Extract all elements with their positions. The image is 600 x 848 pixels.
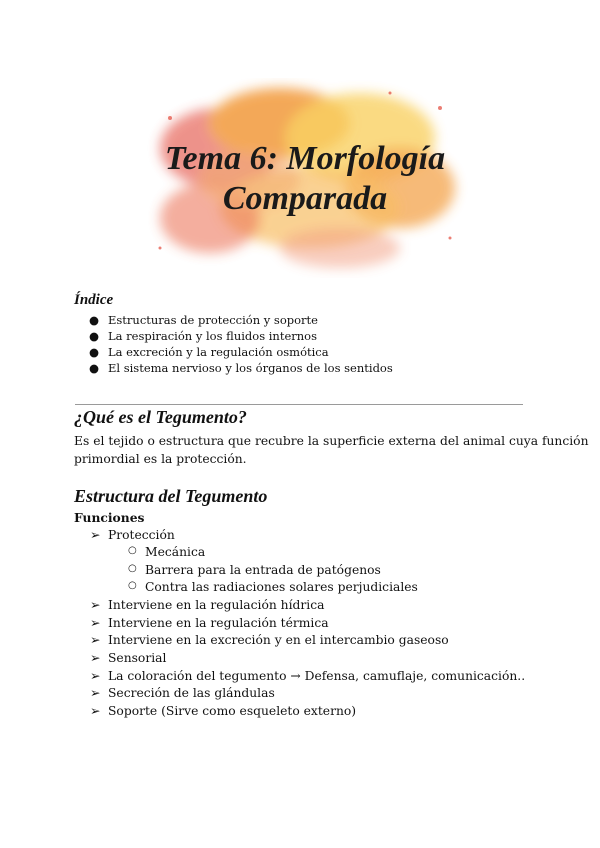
sub-list-item: Mecánica (145, 545, 206, 559)
estructura-heading: Estructura del Tegumento (74, 486, 268, 506)
list-item: Soporte (Sirve como esqueleto externo) (108, 704, 357, 718)
arrow-bullet-icon: ➢ (90, 633, 101, 647)
document-title-line-2: Comparada (222, 180, 388, 217)
bullet-icon: ● (89, 361, 100, 375)
arrow-bullet-icon: ➢ (90, 669, 101, 683)
arrow-bullet-icon: ➢ (90, 704, 101, 718)
funciones-subheading: Funciones (74, 510, 145, 525)
list-item: Secreción de las glándulas (108, 686, 275, 700)
tegumento-heading: ¿Qué es el Tegumento? (74, 407, 247, 427)
list-item: Interviene en la regulación hídrica (108, 598, 325, 612)
tegumento-definition-line-1: Es el tejido o estructura que recubre la superficie externa del animal cuya función (74, 434, 589, 448)
circle-bullet-icon: ○ (128, 545, 137, 556)
bullet-icon: ● (89, 345, 100, 359)
list-item: Sensorial (108, 651, 167, 665)
index-heading: Índice (74, 292, 114, 308)
arrow-bullet-icon: ➢ (90, 616, 101, 630)
index-item: La excreción y la regulación osmótica (108, 345, 329, 359)
circle-bullet-icon: ○ (128, 580, 137, 591)
index-item: El sistema nervioso y los órganos de los sentidos (108, 361, 393, 375)
arrow-bullet-icon: ➢ (90, 528, 101, 542)
list-item: Protección (108, 528, 175, 542)
sub-list-item: Barrera para la entrada de patógenos (145, 563, 381, 577)
list-item: La coloración del tegumento → Defensa, camuflaje, comunicación.. (108, 669, 526, 683)
arrow-bullet-icon: ➢ (90, 651, 101, 665)
circle-bullet-icon: ○ (128, 563, 137, 574)
index-item: La respiración y los fluidos internos (108, 329, 317, 343)
list-item: Interviene en la excreción y en el intercambio gaseoso (108, 633, 449, 647)
horizontal-divider (75, 404, 523, 405)
bullet-icon: ● (89, 313, 100, 327)
bullet-icon: ● (89, 329, 100, 343)
arrow-bullet-icon: ➢ (90, 598, 101, 612)
tegumento-definition-line-2: primordial es la protección. (74, 452, 247, 466)
list-item: Interviene en la regulación térmica (108, 616, 329, 630)
sub-list-item: Contra las radiaciones solares perjudiciales (145, 580, 418, 594)
index-item: Estructuras de protección y soporte (108, 313, 318, 327)
arrow-bullet-icon: ➢ (90, 686, 101, 700)
document-title-line-1: Tema 6: Morfología (164, 140, 446, 177)
